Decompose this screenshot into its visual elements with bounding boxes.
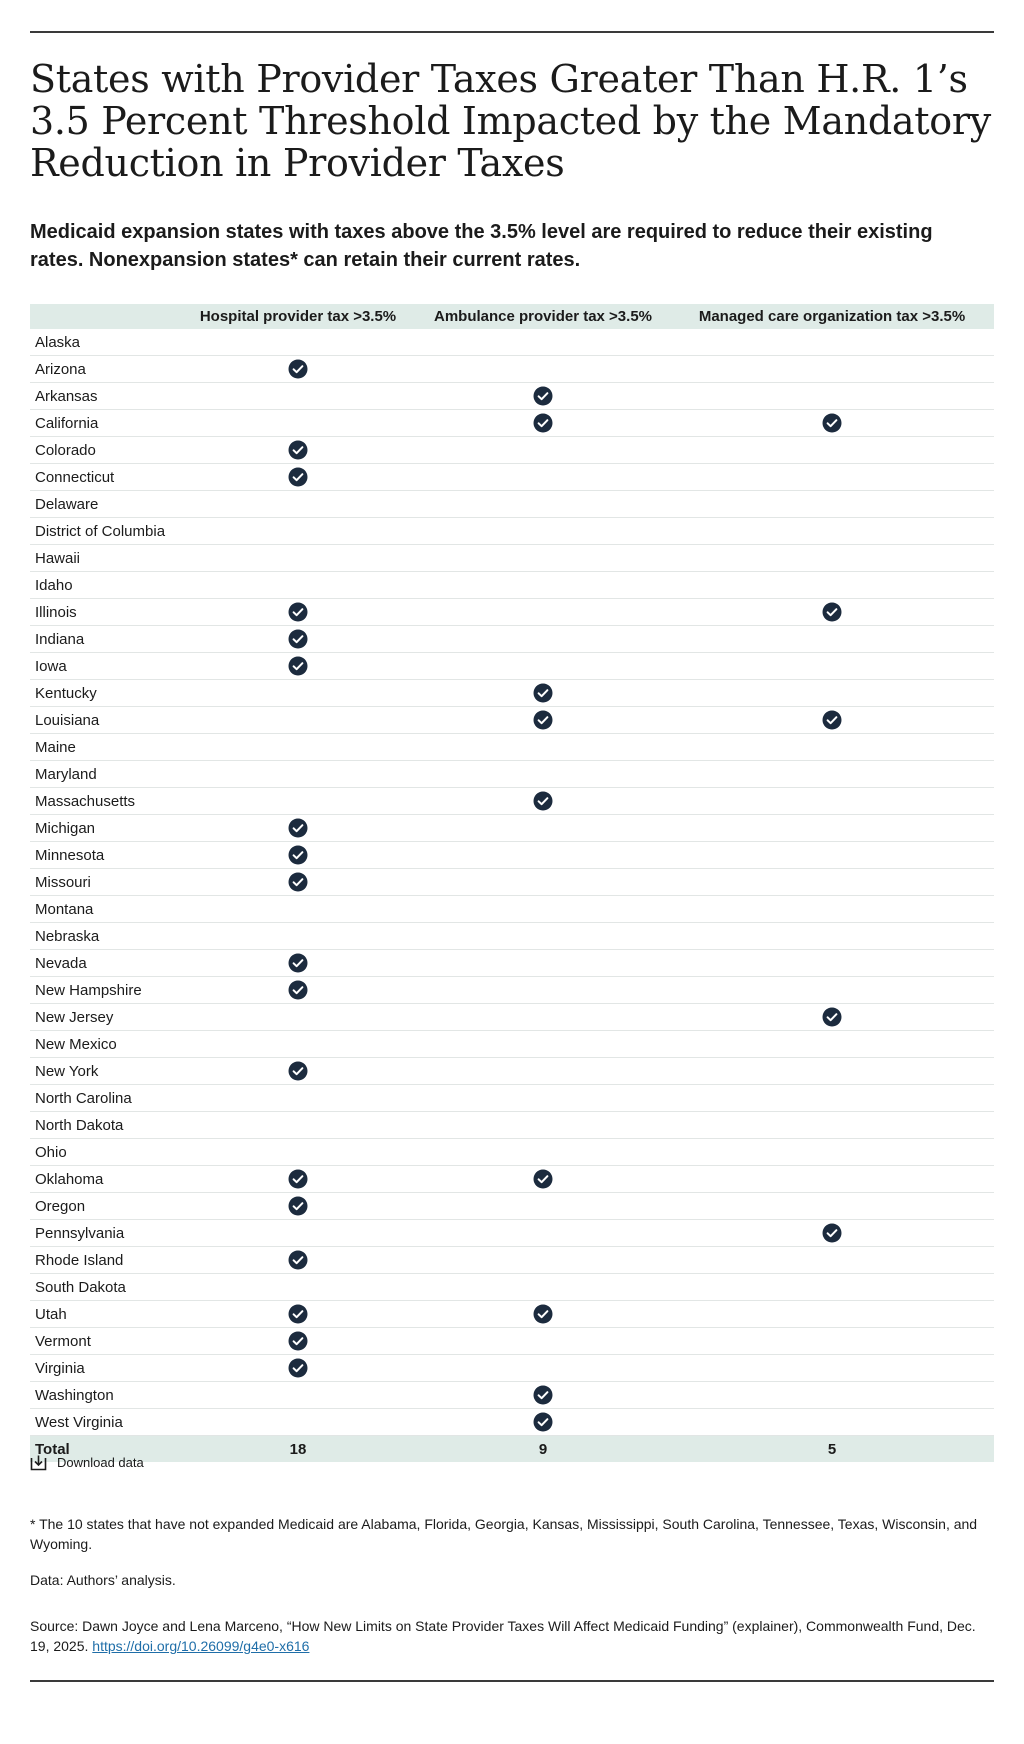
check-circle-icon [288,467,308,487]
top-rule [30,31,994,33]
cell-hospital [180,788,416,815]
state-name: Washington [35,1386,114,1404]
state-name: Louisiana [35,711,100,729]
cell-hospital [180,950,416,977]
state-name: Connecticut [35,468,115,486]
table-row [30,356,994,383]
cell-mco [670,842,994,869]
cell-hospital [180,1139,416,1166]
state-name: Vermont [35,1332,91,1350]
cell-ambulance [416,869,670,896]
column-header-hospital: Hospital provider tax >3.5% [199,308,397,325]
table-row [30,1382,994,1409]
cell-mco [670,1193,994,1220]
cell-ambulance [416,734,670,761]
cell-mco [670,680,994,707]
state-name: Alaska [35,333,81,351]
cell-ambulance [416,329,670,356]
cell-mco [670,1382,994,1409]
table-row [30,1193,994,1220]
cell-hospital [180,1220,416,1247]
state-name: New Jersey [35,1008,114,1026]
download-data-link[interactable] [30,1454,144,1471]
cell-mco [670,1355,994,1382]
table-row [30,1112,994,1139]
table-row [30,1166,994,1193]
cell-mco [670,1409,994,1436]
cell-hospital [180,761,416,788]
cell-ambulance [416,599,670,626]
state-name: Utah [35,1305,67,1323]
cell-mco [670,410,994,437]
state-name: Oregon [35,1197,86,1215]
state-name: Maine [35,738,76,756]
cell-mco [670,1004,994,1031]
table-row [30,599,994,626]
check-circle-icon [288,872,308,892]
table-row [30,383,994,410]
state-name: Nebraska [35,927,100,945]
check-circle-icon [288,980,308,1000]
cell-hospital [180,1355,416,1382]
state-name: Pennsylvania [35,1224,125,1242]
check-circle-icon [288,818,308,838]
cell-hospital [180,626,416,653]
cell-hospital [180,815,416,842]
cell-ambulance [416,491,670,518]
download-label: Download data [57,1455,144,1470]
cell-mco [670,869,994,896]
cell-mco [670,545,994,572]
table-row [30,680,994,707]
table-header-row [30,304,994,329]
cell-hospital [180,1247,416,1274]
cell-hospital [180,383,416,410]
cell-hospital [180,410,416,437]
state-name: District of Columbia [35,522,166,540]
state-name: Ohio [35,1143,67,1161]
cell-hospital [180,977,416,1004]
cell-ambulance [416,545,670,572]
state-name: Idaho [35,576,73,594]
cell-mco [670,815,994,842]
cell-ambulance [416,626,670,653]
total-row [30,1436,994,1463]
table-row [30,464,994,491]
check-circle-icon [533,1385,553,1405]
cell-ambulance [416,1031,670,1058]
state-name: New Mexico [35,1035,117,1053]
table-row [30,1085,994,1112]
check-circle-icon [288,656,308,676]
state-name: Massachusetts [35,792,136,810]
table-body [30,329,994,1436]
cell-ambulance [416,1247,670,1274]
cell-mco [670,1274,994,1301]
cell-mco [670,1139,994,1166]
cell-mco [670,1247,994,1274]
cell-ambulance [416,896,670,923]
cell-hospital [180,599,416,626]
table-row [30,1004,994,1031]
check-circle-icon [533,683,553,703]
state-name: Arkansas [35,387,98,405]
cell-ambulance [416,464,670,491]
cell-ambulance [416,1328,670,1355]
state-name: New York [35,1062,99,1080]
cell-ambulance [416,1193,670,1220]
cell-hospital [180,1193,416,1220]
cell-mco [670,734,994,761]
check-circle-icon [533,1304,553,1324]
check-circle-icon [822,1223,842,1243]
column-header-mco: Managed care organization tax >3.5% [698,308,966,325]
cell-ambulance [416,1274,670,1301]
cell-ambulance [416,680,670,707]
table-row [30,788,994,815]
chart-title: States with Provider Taxes Greater Than H.R. 1’s 3.5 Percent Threshold Impacted by the Mandatory Reduction in Provider Taxes [30,57,991,185]
cell-mco [670,599,994,626]
cell-ambulance [416,1301,670,1328]
state-name: Rhode Island [35,1251,124,1269]
cell-ambulance [416,788,670,815]
cell-hospital [180,491,416,518]
total-mco: 5 [827,1440,837,1458]
check-circle-icon [288,359,308,379]
cell-mco [670,1166,994,1193]
cell-ambulance [416,923,670,950]
cell-ambulance [416,1220,670,1247]
cell-hospital [180,329,416,356]
check-circle-icon [288,953,308,973]
cell-mco [670,356,994,383]
cell-hospital [180,356,416,383]
table-row [30,1301,994,1328]
cell-hospital [180,1328,416,1355]
check-circle-icon [822,1007,842,1027]
cell-ambulance [416,1166,670,1193]
state-name: Illinois [35,603,77,621]
cell-hospital [180,1112,416,1139]
check-circle-icon [288,1196,308,1216]
column-header-state [30,304,180,329]
table-row [30,1274,994,1301]
cell-ambulance [416,1085,670,1112]
table-row [30,1328,994,1355]
table-row [30,869,994,896]
cell-hospital [180,1274,416,1301]
table-row [30,950,994,977]
cell-hospital [180,1058,416,1085]
cell-hospital [180,1166,416,1193]
state-name: North Dakota [35,1116,124,1134]
cell-hospital [180,464,416,491]
check-circle-icon [288,440,308,460]
cell-mco [670,896,994,923]
table-row [30,815,994,842]
table-row [30,626,994,653]
check-circle-icon [533,1169,553,1189]
table-row [30,923,994,950]
state-name: New Hampshire [35,981,142,999]
check-circle-icon [288,1061,308,1081]
state-name: California [35,414,99,432]
table-row [30,572,994,599]
cell-hospital [180,842,416,869]
table-row [30,1139,994,1166]
source-link[interactable]: https://doi.org/10.26099/g4e0-x616 [92,1638,310,1654]
cell-ambulance [416,518,670,545]
cell-mco [670,977,994,1004]
table-row [30,1247,994,1274]
check-circle-icon [288,1358,308,1378]
state-name: North Carolina [35,1089,132,1107]
table-row [30,545,994,572]
cell-hospital [180,734,416,761]
state-name: Iowa [35,657,67,675]
cell-ambulance [416,410,670,437]
cell-mco [670,437,994,464]
cell-mco [670,329,994,356]
state-name: South Dakota [35,1278,126,1296]
table-row [30,761,994,788]
cell-ambulance [416,842,670,869]
state-name: Arizona [35,360,86,378]
table-row [30,1220,994,1247]
data-note: Data: Authors’ analysis. [30,1572,176,1588]
check-circle-icon [288,1169,308,1189]
cell-mco [670,1112,994,1139]
table-row [30,1058,994,1085]
cell-mco [670,1031,994,1058]
cell-hospital [180,707,416,734]
cell-mco [670,491,994,518]
bottom-rule [30,1680,994,1682]
cell-mco [670,923,994,950]
check-circle-icon [288,1304,308,1324]
cell-ambulance [416,1058,670,1085]
cell-ambulance [416,977,670,1004]
state-name: Michigan [35,819,96,837]
check-circle-icon [288,629,308,649]
cell-hospital [180,869,416,896]
check-circle-icon [288,1250,308,1270]
state-name: Montana [35,900,94,918]
cell-mco [670,572,994,599]
cell-mco [670,707,994,734]
table-row [30,977,994,1004]
footnote: * The 10 states that have not expanded Medicaid are Alabama, Florida, Georgia, Kansas, Mississippi, South Carolina, Tennessee, Texas, Wisconsin, and Wyoming. [30,1516,978,1552]
table-row [30,1031,994,1058]
cell-hospital [180,1004,416,1031]
table-row [30,518,994,545]
cell-hospital [180,923,416,950]
cell-mco [670,518,994,545]
check-circle-icon [288,1331,308,1351]
cell-ambulance [416,1004,670,1031]
cell-mco [670,950,994,977]
check-circle-icon [533,386,553,406]
table-row [30,1355,994,1382]
state-name: Missouri [35,873,91,891]
state-name: Hawaii [35,549,81,567]
table-row [30,491,994,518]
cell-hospital [180,545,416,572]
cell-mco [670,383,994,410]
cell-ambulance [416,1139,670,1166]
check-circle-icon [533,413,553,433]
total-ambulance: 9 [538,1440,548,1458]
state-name: Nevada [35,954,87,972]
cell-ambulance [416,1382,670,1409]
cell-hospital [180,1382,416,1409]
cell-ambulance [416,1355,670,1382]
cell-mco [670,1085,994,1112]
cell-hospital [180,518,416,545]
state-name: Delaware [35,495,99,513]
check-circle-icon [822,602,842,622]
cell-ambulance [416,383,670,410]
state-name: Oklahoma [35,1170,104,1188]
state-name: West Virginia [35,1413,123,1431]
state-name: Kentucky [35,684,97,702]
cell-mco [670,761,994,788]
table-row [30,329,994,356]
cell-mco [670,626,994,653]
download-icon [30,1454,47,1471]
cell-mco [670,464,994,491]
cell-hospital [180,1301,416,1328]
cell-mco [670,1220,994,1247]
table-row [30,437,994,464]
cell-ambulance [416,653,670,680]
state-name: Virginia [35,1359,85,1377]
table-row [30,896,994,923]
check-circle-icon [533,791,553,811]
cell-hospital [180,1031,416,1058]
total-hospital: 18 [289,1440,307,1458]
cell-mco [670,1328,994,1355]
check-circle-icon [533,710,553,730]
cell-ambulance [416,707,670,734]
check-circle-icon [533,1412,553,1432]
cell-mco [670,653,994,680]
source-text: Source: Dawn Joyce and Lena Marceno, “How New Limits on State Provider Taxes Will Affect Medicaid Funding” (explainer), Commonwealth Fund, Dec. 19, 2025. [30,1618,976,1654]
check-circle-icon [288,602,308,622]
provider-tax-table [30,304,994,1462]
cell-ambulance [416,437,670,464]
cell-ambulance [416,761,670,788]
cell-hospital [180,437,416,464]
cell-mco [670,1301,994,1328]
cell-hospital [180,653,416,680]
table-row [30,410,994,437]
state-name: Colorado [35,441,96,459]
cell-ambulance [416,1409,670,1436]
table-row [30,1409,994,1436]
table-row [30,734,994,761]
table-row [30,653,994,680]
cell-hospital [180,680,416,707]
source-note [30,1616,994,1656]
cell-ambulance [416,950,670,977]
total-label: Total [35,1440,70,1458]
cell-hospital [180,1409,416,1436]
cell-mco [670,1058,994,1085]
table-row [30,842,994,869]
cell-mco [670,788,994,815]
state-name: Maryland [35,765,97,783]
cell-hospital [180,896,416,923]
cell-hospital [180,572,416,599]
cell-ambulance [416,815,670,842]
state-name: Minnesota [35,846,105,864]
check-circle-icon [822,710,842,730]
cell-hospital [180,1085,416,1112]
chart-subtitle: Medicaid expansion states with taxes above the 3.5% level are required to reduce their existing rates. Nonexpansion states* can retain their current rates. [30,221,933,271]
table-row [30,707,994,734]
check-circle-icon [288,845,308,865]
column-header-ambulance: Ambulance provider tax >3.5% [434,308,652,325]
cell-ambulance [416,356,670,383]
check-circle-icon [822,413,842,433]
cell-ambulance [416,1112,670,1139]
state-name: Indiana [35,630,85,648]
cell-ambulance [416,572,670,599]
